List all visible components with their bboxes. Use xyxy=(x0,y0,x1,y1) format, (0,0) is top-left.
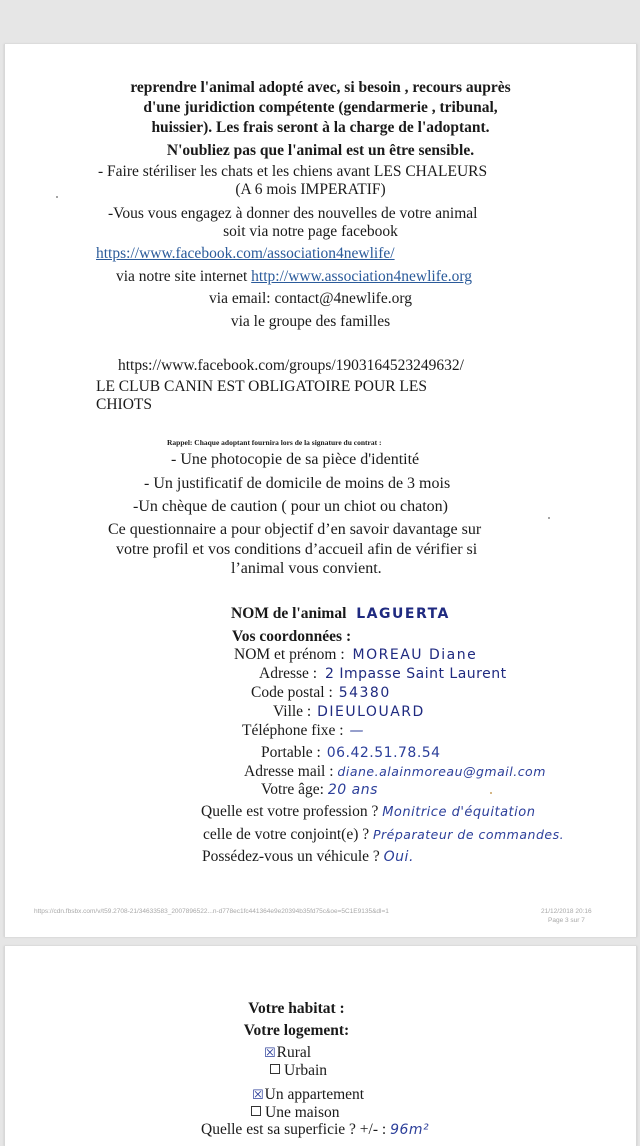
adoption-clause-line-2: d'une juridiction compétente (gendarmerie , tribunal, xyxy=(143,99,498,116)
phone-field xyxy=(242,722,364,740)
vehicle-label: Possédez-vous un véhicule ? xyxy=(202,848,380,865)
rappel-note: Rappel: Chaque adoptant fournira lors de la signature du contrat : xyxy=(167,438,382,447)
option-maison-label: Une maison xyxy=(265,1104,340,1121)
club-canin-line-1: LE CLUB CANIN EST OBLIGATOIRE POUR LES xyxy=(96,378,427,395)
questionnaire-line-3: l’animal vous convient. xyxy=(231,560,382,577)
age-field xyxy=(261,781,378,799)
sterilise-line-1: - Faire stériliser les chats et les chiens avant LES CHALEURS xyxy=(98,163,488,180)
city-value: DIEULOUARD xyxy=(317,704,425,720)
phone-value: — xyxy=(349,723,364,739)
surface-value: 96m² xyxy=(390,1122,430,1138)
phone-label: Téléphone fixe : xyxy=(242,722,344,739)
animal-name-label: NOM de l'animal xyxy=(231,605,347,622)
option-rural[interactable] xyxy=(264,1044,311,1063)
name-value: MOREAU Diane xyxy=(352,647,478,663)
surface-label: Quelle est sa superficie ? +/- : xyxy=(201,1121,387,1138)
partner-profession-field xyxy=(203,826,564,844)
partner-profession-value: Préparateur de commandes. xyxy=(373,827,565,842)
email-field xyxy=(244,763,546,781)
email-value: diane.alainmoreau@gmail.com xyxy=(337,764,546,779)
checked-box-icon: ☒ xyxy=(264,1046,276,1061)
address-field xyxy=(259,665,507,683)
requirement-domicile: - Un justificatif de domicile de moins de 3 mois xyxy=(144,475,451,492)
families-group-line: via le groupe des familles xyxy=(230,313,391,330)
coords-heading: Vos coordonnées : xyxy=(232,628,352,645)
option-urbain-label: Urbain xyxy=(284,1062,328,1079)
name-label: NOM et prénom : xyxy=(234,646,345,663)
address-value: 2 Impasse Saint Laurent xyxy=(325,666,507,682)
postal-field xyxy=(251,684,391,702)
age-value: 20 ans xyxy=(327,782,378,798)
surface-field xyxy=(201,1121,429,1139)
mobile-field xyxy=(261,744,441,762)
questionnaire-line-1: Ce questionnaire a pour objectif d’en savoir davantage sur xyxy=(108,521,482,538)
postal-value: 54380 xyxy=(338,685,391,701)
families-group-url: https://www.facebook.com/groups/1903164523249632/ xyxy=(118,357,464,374)
sensible-notice: N'oubliez pas que l'animal est un être sensible. xyxy=(166,142,475,159)
requirement-id: - Une photocopie de sa pièce d'identité xyxy=(171,451,420,468)
sterilise-line-2: (A 6 mois IMPERATIF) xyxy=(235,181,386,198)
news-line-2: soit via notre page facebook xyxy=(223,223,398,240)
facebook-page-link[interactable]: https://www.facebook.com/association4newlife/ xyxy=(96,245,395,262)
requirement-caution: -Un chèque de caution ( pour un chiot ou chaton) xyxy=(133,498,449,515)
profession-field xyxy=(201,803,535,822)
questionnaire-line-2: votre profil et vos conditions d’accueil afin de vérifier si xyxy=(116,541,478,558)
website-link[interactable]: http://www.association4newlife.org xyxy=(251,268,472,285)
footer-date: 21/12/2018 20:16 xyxy=(541,908,592,915)
empty-checkbox-icon xyxy=(251,1106,261,1116)
profession-label: Quelle est votre profession ? xyxy=(201,803,379,820)
vehicle-field xyxy=(202,848,414,866)
profession-value: Monitrice d'équitation xyxy=(382,805,536,820)
postal-label: Code postal : xyxy=(251,684,333,701)
animal-name-value: LAGUERTA xyxy=(356,606,450,622)
option-appartement-label: Un appartement xyxy=(264,1086,365,1103)
animal-name-field xyxy=(231,605,450,623)
habitat-heading: Votre habitat : xyxy=(248,1000,345,1017)
checked-box-icon: ☒ xyxy=(252,1088,264,1103)
adoption-clause-line-1: reprendre l'animal adopté avec, si besoin , recours auprès xyxy=(130,79,511,96)
adoption-clause-line-3: huissier). Les frais seront à la charge de l'adoptant. xyxy=(151,119,490,136)
address-label: Adresse : xyxy=(259,665,318,682)
email-label: Adresse mail : xyxy=(244,763,334,780)
mobile-value: 06.42.51.78.54 xyxy=(326,745,441,761)
name-field xyxy=(234,646,477,664)
option-appartement[interactable] xyxy=(252,1086,364,1105)
document-page-4 xyxy=(4,946,637,1146)
empty-checkbox-icon xyxy=(270,1064,280,1074)
club-canin-line-2: CHIOTS xyxy=(96,396,152,413)
age-label: Votre âge: xyxy=(261,781,324,798)
option-rural-label: Rural xyxy=(276,1044,312,1061)
email-contact-line: via email: contact@4newlife.org xyxy=(209,290,412,307)
document-page-3 xyxy=(4,44,637,937)
city-field xyxy=(273,703,425,721)
logement-heading: Votre logement: xyxy=(243,1022,350,1039)
vehicle-value: Oui. xyxy=(383,849,414,865)
mobile-label: Portable : xyxy=(261,744,321,761)
scan-speck xyxy=(56,196,58,198)
footer-url: https://cdn.fbsbx.com/v/t59.2708-21/34633583_2007896522...n-d778ec1fc441364e9e20394b35fd75c&oe=5C1E9135&dl=1 xyxy=(34,908,389,915)
website-line xyxy=(116,268,472,286)
option-urbain[interactable] xyxy=(270,1062,327,1080)
partner-profession-label: celle de votre conjoint(e) ? xyxy=(203,826,370,843)
scan-speck xyxy=(490,792,492,794)
footer-page-number: Page 3 sur 7 xyxy=(548,917,585,924)
scan-speck xyxy=(548,517,550,519)
city-label: Ville : xyxy=(273,703,312,720)
option-maison[interactable] xyxy=(251,1104,339,1122)
news-line-1: -Vous vous engagez à donner des nouvelles de votre animal xyxy=(108,205,478,222)
website-prefix: via notre site internet xyxy=(116,268,252,285)
